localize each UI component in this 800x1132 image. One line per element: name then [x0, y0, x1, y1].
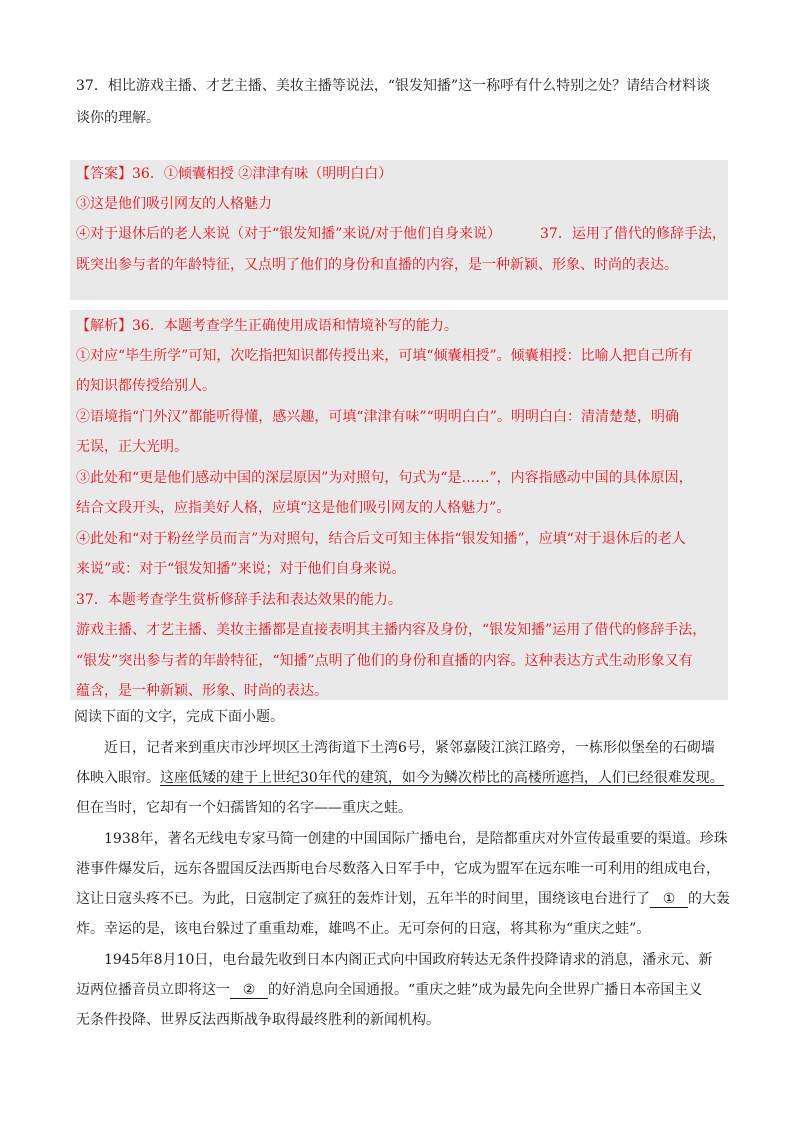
paragraph-3-line-2a: 迈两位播音员立即将这一: [76, 982, 230, 998]
paragraph-3-line-1: 1945年8月10日，电台最先收到日本内阁正式向中国政府转达无条件投降请求的消息，潘永元、新: [104, 952, 713, 968]
analysis-line: 37．本题考查学生赏析修辞手法和表达效果的能力。: [76, 592, 402, 608]
analysis-line: “银发”突出参与者的年龄特征，“知播”点明了他们的身份和直播的内容。这种表达方式生动形象又有: [76, 653, 693, 669]
analysis-line: ③此处和“更是他们感动中国的深层原因”为对照句，句式为“是……”，内容指感动中国的具体原因，: [76, 470, 693, 486]
paragraph-3-line-3: 无条件投降、世界反法西斯战争取得最终胜利的新闻机构。: [76, 1012, 440, 1028]
analysis-line: 来说”或：对于“银发知播”来说；对于他们自身来说。: [76, 561, 406, 577]
underlined-sentence: 这座低矮的建于上世纪30年代的建筑，如今为鳞次栉比的高楼所遮挡，人们已经很难发现。: [160, 770, 724, 786]
paragraph-1-line-3: 但在当时，它却有一个妇孺皆知的名字——重庆之蛙。: [76, 800, 412, 816]
answer-line-1: 【答案】36．①倾囊相授 ②津津有味（明明白白）: [76, 166, 393, 182]
analysis-line: 【解析】36．本题考查学生正确使用成语和情境补写的能力。: [76, 318, 458, 334]
paragraph-2-line-1: 1938年，著名无线电专家马简一创建的中国国际广播电台，是陪都重庆对外宣传最重要的渠道。珍珠: [104, 831, 728, 847]
answer-line-3b: 37．运用了借代的修辞手法，: [540, 226, 726, 242]
analysis-line: ②语境指“门外汉”都能听得懂，感兴趣，可填“津津有味”“明明白白”。明明白白：清清楚楚，明确: [76, 409, 679, 425]
analysis-line: 蕴含，是一种新颖、形象、时尚的表达。: [76, 683, 328, 699]
paragraph-2-line-4: 炸。幸运的是，该电台躲过了重重劫难，雄鸣不止。无可奈何的日寇，将其称为“重庆之蛙”。: [76, 921, 651, 937]
question-37-line-1: 37．相比游戏主播、才艺主播、美妆主播等说法，“银发知播”这一称呼有什么特别之处？请结合材料谈: [76, 78, 711, 94]
reading-instruction: 阅读下面的文字，完成下面小题。: [74, 709, 284, 725]
analysis-line: ④此处和“对于粉丝学员而言”为对照句，结合后文可知主体指“银发知播”，应填“对于退休后的老人: [76, 531, 686, 547]
paragraph-1-line-2: [76, 768, 724, 788]
answer-line-2: ③这是他们吸引网友的人格魅力: [76, 196, 272, 212]
analysis-line: 的知识都传授给别人。: [76, 378, 216, 394]
paragraph-2-line-3b: 的大轰: [688, 891, 730, 907]
analysis-line: 游戏主播、才艺主播、美妆主播都是直接表明其主播内容及身份，“银发知播”运用了借代的修辞手法，: [76, 622, 707, 638]
paragraph-3-line-2b: 的好消息向全国通报。“重庆之蛙”成为最先向全世界广播日本帝国主义: [268, 982, 703, 998]
blank-1: ①: [650, 891, 688, 908]
analysis-line: 结合文段开头，应指美好人格，应填“这是他们吸引网友的人格魅力”。: [76, 500, 511, 516]
analysis-line: 无误，正大光明。: [76, 439, 188, 455]
answer-line-4: 既突出参与者的年龄特征，又点明了他们的身份和直播的内容，是一种新颖、形象、时尚的表达。: [76, 257, 678, 273]
paragraph-2-line-2: 港事件爆发后，远东各盟国反法西斯电台尽数落入日军手中，它成为盟军在远东唯一可利用的组成电台，: [76, 861, 720, 877]
blank-2: ②: [230, 982, 268, 999]
paragraph-1-line-2a: 体映入眼帘。: [76, 770, 160, 786]
paragraph-1-line-1: 近日，记者来到重庆市沙坪坝区土湾街道下土湾6号，紧邻嘉陵江滨江路旁，一栋形似堡垒的石砌墙: [104, 740, 715, 756]
paragraph-3-line-2: [76, 980, 702, 1000]
paragraph-2-line-3: [76, 889, 730, 909]
analysis-line: ①对应“毕生所学”可知，次吃指把知识都传授出来，可填“倾囊相授”。倾囊相授：比喻人把自己所有: [76, 348, 693, 364]
question-37-line-2: 谈你的理解。: [76, 110, 160, 126]
paragraph-2-line-3a: 这让日寇头疼不已。为此，日寇制定了疯狂的轰炸计划，五年半的时间里，围绕该电台进行了: [76, 891, 650, 907]
answer-line-3a: ④对于退休后的老人来说（对于“银发知播”来说/对于他们自身来说）: [76, 226, 502, 242]
